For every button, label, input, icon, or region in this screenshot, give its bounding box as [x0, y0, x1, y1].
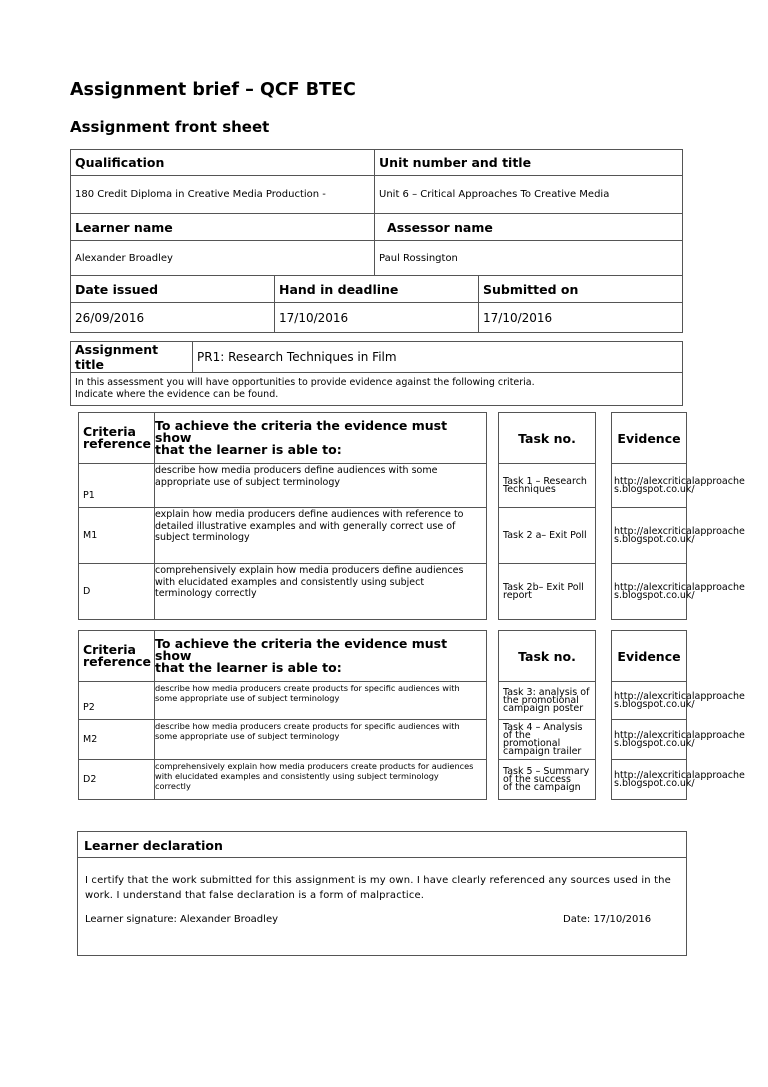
criteria-ref: M1	[79, 508, 155, 564]
evidence-table-2	[611, 630, 745, 800]
evidence-link-line1: http://alexcriticalapproache	[614, 475, 745, 487]
criteria-ref: P1	[79, 464, 155, 508]
evidence-link-line1: http://alexcriticalapproache	[614, 525, 745, 537]
task-line: Task 3: analysis of the promotional	[503, 686, 590, 706]
submitted-label: Submitted on	[479, 276, 683, 303]
evidence-link-line2: s.blogspot.co.uk/	[614, 533, 695, 545]
task-table-2	[498, 630, 596, 800]
task-cell	[499, 720, 596, 760]
criteria-text-line: with elucidated examples and consistently using subject terminology	[155, 771, 439, 781]
task-line: Task 2 a– Exit Poll	[503, 529, 587, 541]
assignment-intro	[71, 373, 683, 406]
criteria-text-line: comprehensively explain how media producers define audiences	[155, 565, 464, 576]
task-cell	[499, 682, 596, 720]
declaration-line: work. I understand that false declaration is a form of malpractice.	[85, 890, 425, 901]
evidence-link-line1: http://alexcriticalapproache	[614, 581, 745, 593]
table-row	[79, 682, 487, 720]
evidence-header: Evidence	[612, 631, 687, 682]
table-row	[79, 508, 487, 564]
task-header: Task no.	[499, 413, 596, 464]
criteria-text-line: describe how media producers define audiences with some	[155, 465, 438, 476]
task-line: of the campaign	[503, 781, 581, 793]
criteria-achieve-header	[155, 631, 487, 682]
evidence-link-line1: http://alexcriticalapproache	[614, 690, 745, 702]
criteria-text-line: correctly	[155, 781, 191, 791]
criteria-ref: M2	[79, 720, 155, 760]
evidence-link[interactable]	[612, 682, 745, 720]
criteria-achieve-header-line2: that the learner is able to:	[155, 660, 342, 675]
task-cell	[499, 564, 596, 620]
criteria-achieve-header-line1: To achieve the criteria the evidence must show	[155, 418, 448, 445]
criteria-ref-header-line1: Criteria	[83, 642, 136, 657]
evidence-link[interactable]	[612, 720, 745, 760]
document-subtitle: Assignment front sheet	[70, 118, 270, 136]
criteria-ref-header-line1: Criteria	[83, 424, 136, 439]
evidence-link-line1: http://alexcriticalapproache	[614, 729, 745, 741]
criteria-text-line: comprehensively explain how media producers create products for audiences	[155, 761, 474, 771]
qualification-value: 180 Credit Diploma in Creative Media Production -	[71, 176, 375, 214]
assignment-title-value: PR1: Research Techniques in Film	[193, 342, 683, 373]
assignment-intro-line1: In this assessment you will have opportunities to provide evidence against the following criteria.	[75, 377, 535, 388]
evidence-link-line2: s.blogspot.co.uk/	[614, 777, 695, 789]
criteria-text-line: with elucidated examples and consistently using subject	[155, 576, 425, 588]
criteria-text-line: explain how media producers define audiences with reference to	[155, 509, 464, 520]
table-row	[79, 464, 487, 508]
evidence-link-line2: s.blogspot.co.uk/	[614, 737, 695, 749]
evidence-link-line2: s.blogspot.co.uk/	[614, 589, 695, 601]
criteria-text	[155, 760, 487, 800]
task-line: Task 1 – Research Techniques	[503, 475, 587, 495]
evidence-link-line1: http://alexcriticalapproache	[614, 769, 745, 781]
criteria-table-1	[78, 412, 487, 620]
criteria-text-line: terminology correctly	[155, 588, 257, 599]
criteria-table-2	[78, 630, 487, 800]
assessor-value: Paul Rossington	[375, 241, 683, 276]
assessor-label: Assessor name	[375, 214, 683, 241]
criteria-text	[155, 564, 487, 620]
criteria-ref-header	[79, 413, 155, 464]
table-row	[79, 760, 487, 800]
task-header: Task no.	[499, 631, 596, 682]
declaration-text	[85, 873, 681, 903]
evidence-link[interactable]	[612, 564, 745, 620]
evidence-link-line2: s.blogspot.co.uk/	[614, 698, 695, 710]
info-table	[70, 149, 683, 333]
submitted-value: 17/10/2016	[479, 303, 683, 333]
task-table-1	[498, 412, 596, 620]
criteria-text-line: appropriate use of subject terminology	[155, 476, 340, 488]
criteria-text-line: describe how media producers create products for specific audiences with	[155, 721, 460, 731]
criteria-text-line: subject terminology	[155, 532, 250, 543]
table-row	[79, 720, 487, 760]
unit-label: Unit number and title	[375, 150, 683, 176]
assignment-intro-line2: Indicate where the evidence can be found.	[75, 389, 279, 400]
declaration-title: Learner declaration	[78, 832, 686, 858]
learner-label: Learner name	[71, 214, 375, 241]
document-title: Assignment brief – QCF BTEC	[70, 80, 356, 100]
unit-value: Unit 6 – Critical Approaches To Creative Media	[375, 176, 683, 214]
date-issued-value: 26/09/2016	[71, 303, 275, 333]
declaration-line: I certify that the work submitted for this assignment is my own. I have clearly referenced any sources used in the	[85, 875, 671, 886]
criteria-achieve-header	[155, 413, 487, 464]
learner-value: Alexander Broadley	[71, 241, 375, 276]
task-line: campaign poster	[503, 702, 584, 714]
evidence-link[interactable]	[612, 508, 745, 564]
hand-in-value: 17/10/2016	[275, 303, 479, 333]
criteria-achieve-header-line1: To achieve the criteria the evidence must show	[155, 636, 448, 663]
task-cell	[499, 464, 596, 508]
task-cell	[499, 760, 596, 800]
criteria-ref-header	[79, 631, 155, 682]
criteria-text-line: some appropriate use of subject terminology	[155, 693, 340, 703]
criteria-ref: D	[79, 564, 155, 620]
learner-signature: Learner signature: Alexander Broadley	[85, 914, 279, 925]
criteria-ref: P2	[79, 682, 155, 720]
evidence-link[interactable]	[612, 760, 745, 800]
task-line: promotional campaign trailer	[503, 737, 582, 757]
qualification-label: Qualification	[71, 150, 375, 176]
evidence-table-1	[611, 412, 745, 620]
criteria-text	[155, 464, 487, 508]
assignment-title-label: Assignment title	[71, 342, 193, 373]
evidence-header: Evidence	[612, 413, 687, 464]
criteria-text-line: some appropriate use of subject terminology	[155, 731, 340, 741]
task-cell	[499, 508, 596, 564]
evidence-link[interactable]	[612, 464, 745, 508]
criteria-text	[155, 720, 487, 760]
date-issued-label: Date issued	[71, 276, 275, 303]
table-row	[79, 564, 487, 620]
criteria-text	[155, 508, 487, 564]
criteria-text-line: describe how media producers create products for specific audiences with	[155, 683, 460, 693]
evidence-link-line2: s.blogspot.co.uk/	[614, 483, 695, 495]
task-line: Task 2b– Exit Poll report	[503, 581, 584, 601]
criteria-achieve-header-line2: that the learner is able to:	[155, 442, 342, 457]
criteria-ref: D2	[79, 760, 155, 800]
criteria-text-line: detailed illustrative examples and with generally correct use of	[155, 520, 456, 532]
task-line: Task 4 – Analysis of the	[503, 721, 583, 741]
declaration-date: Date: 17/10/2016	[563, 914, 652, 925]
assignment-table	[70, 341, 683, 406]
criteria-ref-header-line2: reference	[83, 654, 151, 669]
hand-in-label: Hand in deadline	[275, 276, 479, 303]
task-line: Task 5 – Summary of the success	[503, 765, 590, 785]
criteria-ref-header-line2: reference	[83, 436, 151, 451]
criteria-text	[155, 682, 487, 720]
